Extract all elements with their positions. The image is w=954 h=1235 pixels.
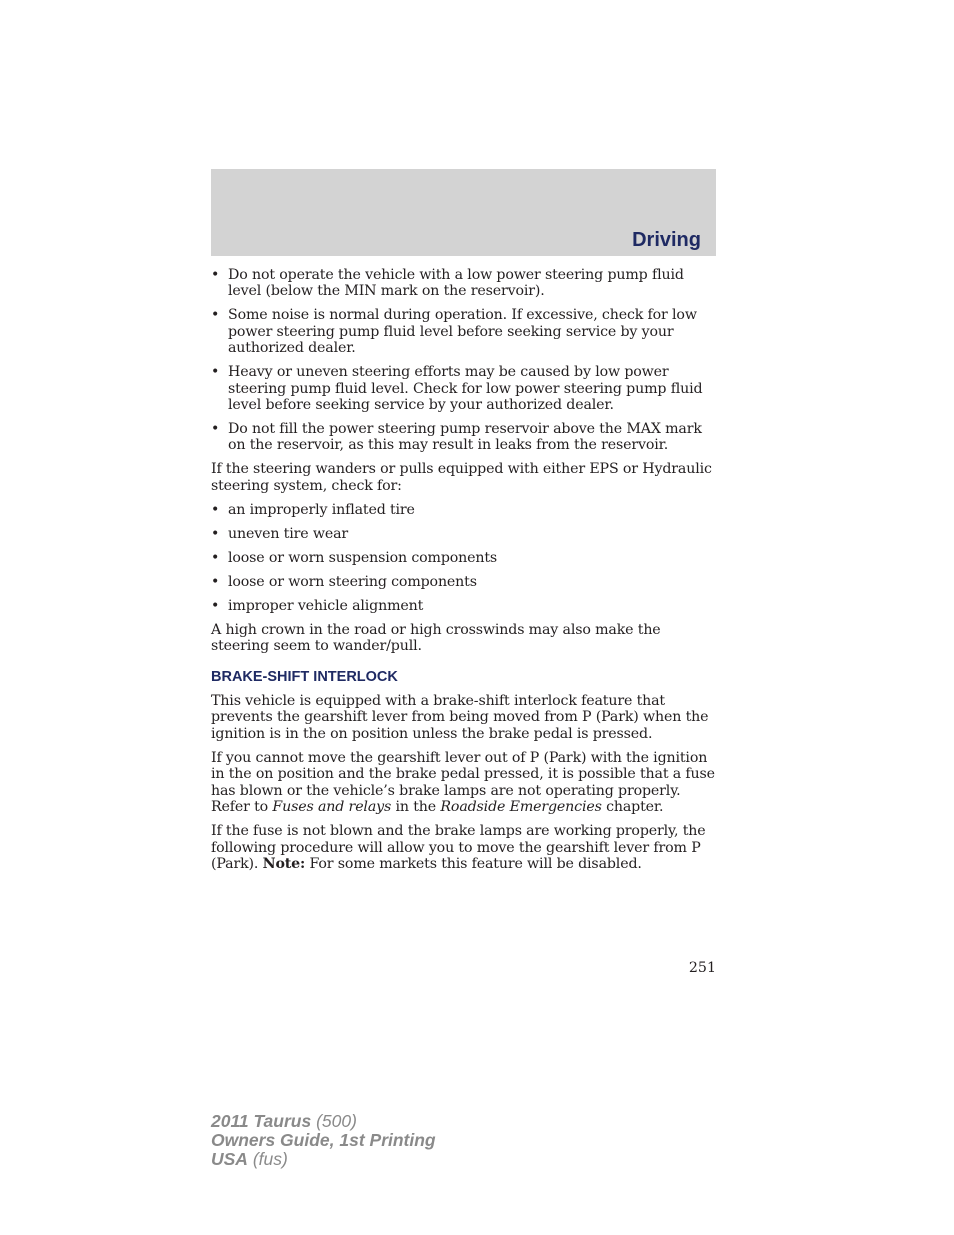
bullet-icon: • [211, 501, 220, 518]
fuses-and-relays-reference: Fuses and relays [272, 799, 392, 816]
procedure-paragraph [211, 823, 716, 872]
power-steering-bullet-list [211, 267, 716, 454]
list-item [211, 550, 716, 566]
list-item-text: uneven tire wear [228, 525, 349, 542]
list-item-text: Do not fill the power steering pump reservoir above the MAX mark on the reservoir, as this may result in leaks from the reservoir. [228, 421, 702, 454]
list-item [211, 364, 716, 413]
list-item [211, 502, 716, 518]
list-item [211, 526, 716, 542]
check-for-bullet-list [211, 502, 716, 614]
paragraph-text: For some markets this feature will be disabled. [305, 855, 642, 872]
paragraph-text: If you cannot move the gearshift lever out of P (Park) with the ignition in the on position and the brake pedal pressed, it is possible that a fuse has blown or the vehicle’s brake lamps are not operating properly. Refer to [211, 749, 715, 816]
list-item [211, 267, 716, 300]
list-item-text: improper vehicle alignment [228, 597, 424, 614]
bullet-icon: • [211, 597, 220, 614]
note-label: Note: [262, 855, 306, 872]
interlock-description-paragraph: This vehicle is equipped with a brake-shift interlock feature that prevents the gearshift lever from being moved from P (Park) when the ignition is in the on position unless the brake pedal is pressed. [211, 693, 709, 742]
paragraph-text: If the fuse is not blown and the brake lamps are working properly, the following procedure will allow you to move the gearshift lever from P (Park). [211, 823, 706, 872]
footer-market-code: (fus) [247, 1149, 288, 1169]
bullet-icon: • [211, 549, 220, 566]
list-item-text: Heavy or uneven steering efforts may be caused by low power steering pump fluid level. Check for low power steering pump fluid level before seeking service by your authorized dealer. [228, 364, 703, 414]
roadside-emergencies-reference: Roadside Emergencies [440, 799, 602, 816]
section-header-band [211, 169, 716, 256]
list-item-text: Some noise is normal during operation. If excessive, check for low power steering pump fluid level before seeking service by your authorized dealer. [228, 307, 697, 357]
list-item-text: loose or worn suspension components [228, 549, 498, 566]
list-item-text: loose or worn steering components [228, 573, 477, 590]
bullet-icon: • [211, 267, 220, 283]
list-item-text: Do not operate the vehicle with a low power steering pump fluid level (below the MIN mark on the reservoir). [228, 267, 684, 300]
section-title: Driving [632, 229, 701, 251]
list-item [211, 307, 716, 356]
footer-printing: Owners Guide, 1st Printing [211, 1130, 436, 1150]
brake-shift-interlock-heading: BRAKE-SHIFT INTERLOCK [211, 668, 398, 685]
footer-model-code: (500) [311, 1111, 357, 1131]
bullet-icon: • [211, 573, 220, 590]
page-number: 251 [688, 960, 716, 976]
bullet-icon: • [211, 525, 220, 542]
bullet-icon: • [211, 364, 220, 381]
paragraph-text: chapter. [601, 799, 664, 816]
high-crown-paragraph: A high crown in the road or high crosswinds may also make the steering seem to wander/pull. [211, 621, 661, 655]
list-item [211, 421, 716, 454]
footer-model-name: 2011 Taurus [211, 1111, 312, 1131]
footer-line-model [211, 1112, 436, 1131]
list-item [211, 574, 716, 590]
steering-wander-paragraph: If the steering wanders or pulls equipped with either EPS or Hydraulic steering system, check for: [211, 461, 712, 494]
page-content [211, 267, 716, 880]
bullet-icon: • [211, 307, 220, 324]
fuse-paragraph [211, 750, 716, 816]
bullet-icon: • [211, 421, 220, 438]
footer-line-market [211, 1150, 436, 1169]
footer-market: USA [211, 1149, 248, 1169]
list-item [211, 598, 716, 614]
publication-footer [211, 1112, 436, 1169]
footer-line-printing [211, 1131, 436, 1150]
paragraph-text: in the [391, 799, 441, 816]
list-item-text: an improperly inflated tire [228, 501, 415, 518]
